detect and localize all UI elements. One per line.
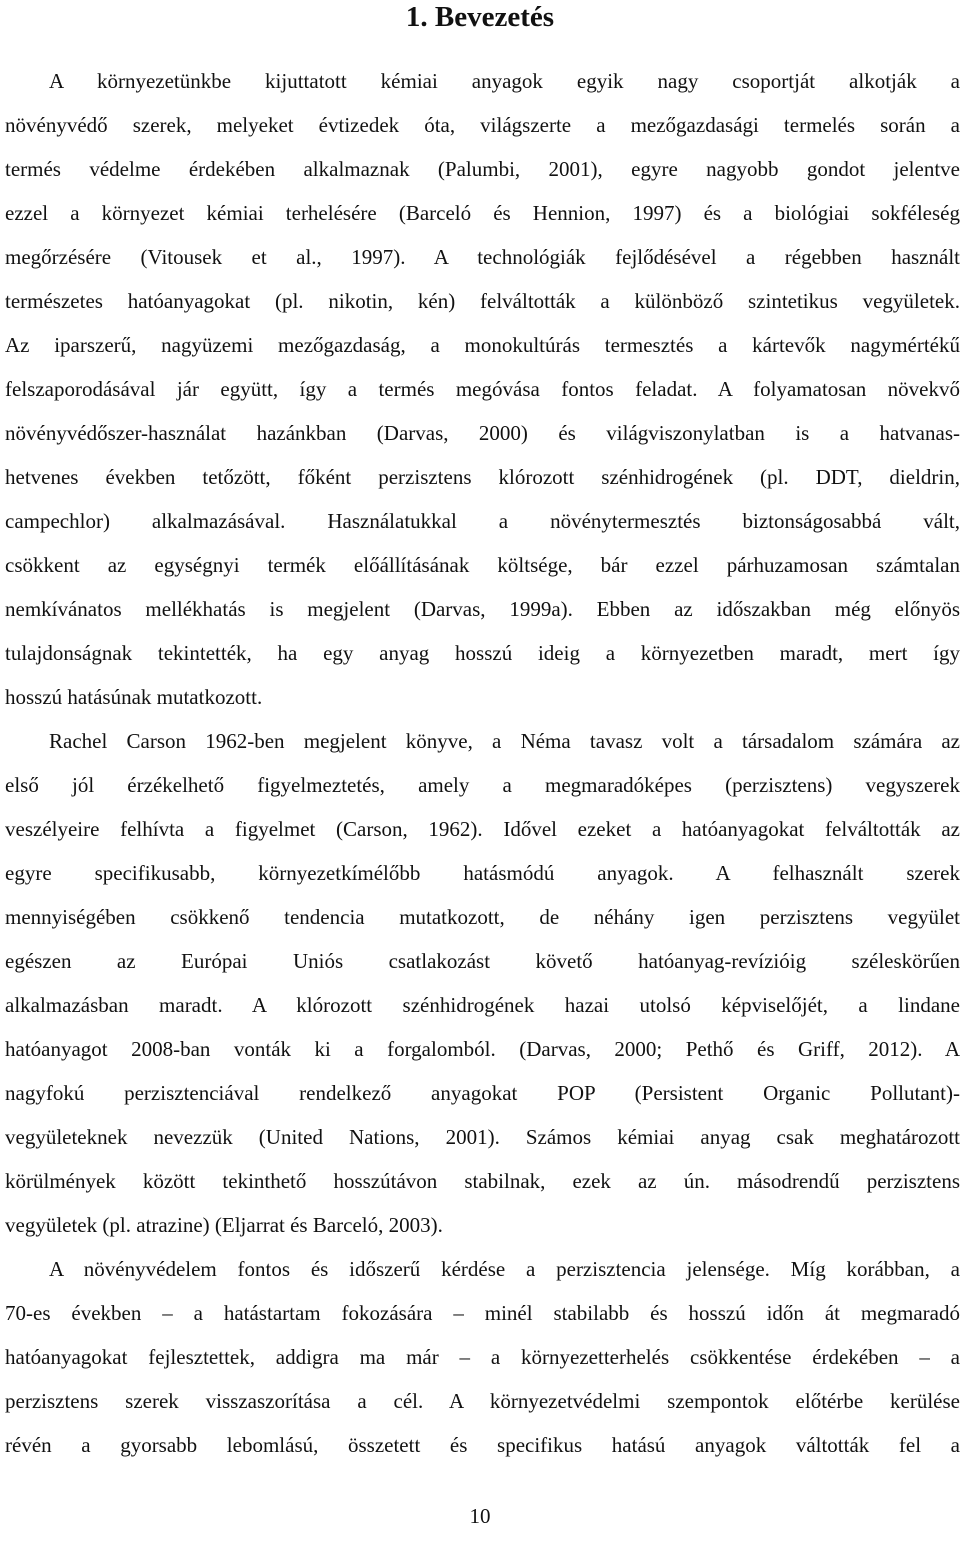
text-line: perzisztens szerek visszaszorítása a cél. A környezetvédelmi szempontok előtérbe kerülése: [5, 1389, 960, 1413]
text-line: körülmények között tekinthető hosszútávon stabilnak, ezek az ún. másodrendű perzisztens: [5, 1169, 960, 1193]
text-line: nagyfokú perzisztenciával rendelkező anyagokat POP (Persistent Organic Pollutant)-: [5, 1081, 960, 1105]
text-line: hosszú hatásúnak mutatkozott.: [5, 685, 263, 709]
text-line: tulajdonságnak tekintették, ha egy anyag hosszú ideig a környezetben maradt, mert így: [5, 641, 960, 665]
text-line: nemkívánatos mellékhatás is megjelent (Darvas, 1999a). Ebben az időszakban még előnyös: [5, 597, 960, 621]
text-line: A növényvédelem fontos és időszerű kérdése a perzisztencia jelensége. Míg korábban, a: [49, 1257, 960, 1281]
text-line: campechlor) alkalmazásával. Használatukkal a növénytermesztés biztonságosabbá vált,: [5, 509, 960, 533]
text-line: egészen az Európai Uniós csatlakozást követő hatóanyag-revízióig széleskörűen: [5, 949, 960, 973]
text-line: természetes hatóanyagokat (pl. nikotin, kén) felváltották a különböző szintetikus vegyületek.: [5, 289, 960, 313]
page-number: 10: [469, 1504, 491, 1528]
text-line: egyre specifikusabb, környezetkímélőbb hatásmódú anyagok. A felhasznált szerek: [5, 861, 960, 885]
text-line: vegyületek (pl. atrazine) (Eljarrat és Barceló, 2003).: [5, 1213, 443, 1237]
text-line: első jól érzékelhető figyelmeztetés, amely a megmaradóképes (perzisztens) vegyszerek: [5, 773, 960, 797]
text-line: alkalmazásban maradt. A klórozott szénhidrogének hazai utolsó képviselőjét, a lindane: [5, 993, 960, 1017]
text-line: révén a gyorsabb lebomlású, összetett és specifikus hatású anyagok váltották fel a: [5, 1433, 960, 1457]
text-line: növényvédő szerek, melyeket évtizedek óta, világszerte a mezőgazdasági termelés során a: [5, 113, 960, 137]
text-line: 70-es években – a hatástartam fokozására – minél stabilabb és hosszú időn át megmaradó: [5, 1301, 960, 1325]
paragraph-2: [5, 719, 960, 1247]
page-title: 1. Bevezetés: [405, 1, 555, 33]
text-line: A környezetünkbe kijuttatott kémiai anyagok egyik nagy csoportját alkotják a: [49, 69, 960, 93]
text-line: növényvédőszer-használat hazánkban (Darvas, 2000) és világviszonylatban is a hatvanas-: [5, 421, 960, 445]
text-line: hatóanyagot 2008-ban vonták ki a forgalomból. (Darvas, 2000; Pethő és Griff, 2012). A: [5, 1037, 960, 1061]
text-line: megőrzésére (Vitousek et al., 1997). A technológiák fejlődésével a régebben használt: [5, 245, 960, 269]
text-line: hatóanyagokat fejlesztettek, addigra ma már – a környezetterhelés csökkentése érdekében – a: [5, 1345, 960, 1369]
text-line: hetvenes években tetőzött, főként perzisztens klórozott szénhidrogének (pl. DDT, dieldrin,: [5, 465, 960, 489]
text-line: mennyiségében csökkenő tendencia mutatkozott, de néhány igen perzisztens vegyület: [5, 905, 960, 929]
text-line: termés védelme érdekében alkalmaznak (Palumbi, 2001), egyre nagyobb gondot jelentve: [5, 157, 960, 181]
paragraph-3: [5, 1247, 960, 1467]
text-line: csökkent az egységnyi termék előállításának költsége, bár ezzel párhuzamosan számtalan: [5, 553, 960, 577]
text-line: Rachel Carson 1962-ben megjelent könyve, a Néma tavasz volt a társadalom számára az: [49, 729, 960, 753]
text-line: ezzel a környezet kémiai terhelésére (Barceló és Hennion, 1997) és a biológiai sokféleség: [5, 201, 960, 225]
text-line: veszélyeire felhívta a figyelmet (Carson, 1962). Idővel ezeket a hatóanyagokat felváltották az: [5, 817, 960, 841]
paragraph-1: [5, 59, 960, 719]
text-line: felszaporodásával jár együtt, így a termés megóvása fontos feladat. A folyamatosan növekvő: [5, 377, 960, 401]
text-line: Az iparszerű, nagyüzemi mezőgazdaság, a monokultúrás termesztés a kártevők nagymértékű: [5, 333, 960, 357]
text-line: vegyületeknek nevezzük (United Nations, 2001). Számos kémiai anyag csak meghatározott: [5, 1125, 960, 1149]
